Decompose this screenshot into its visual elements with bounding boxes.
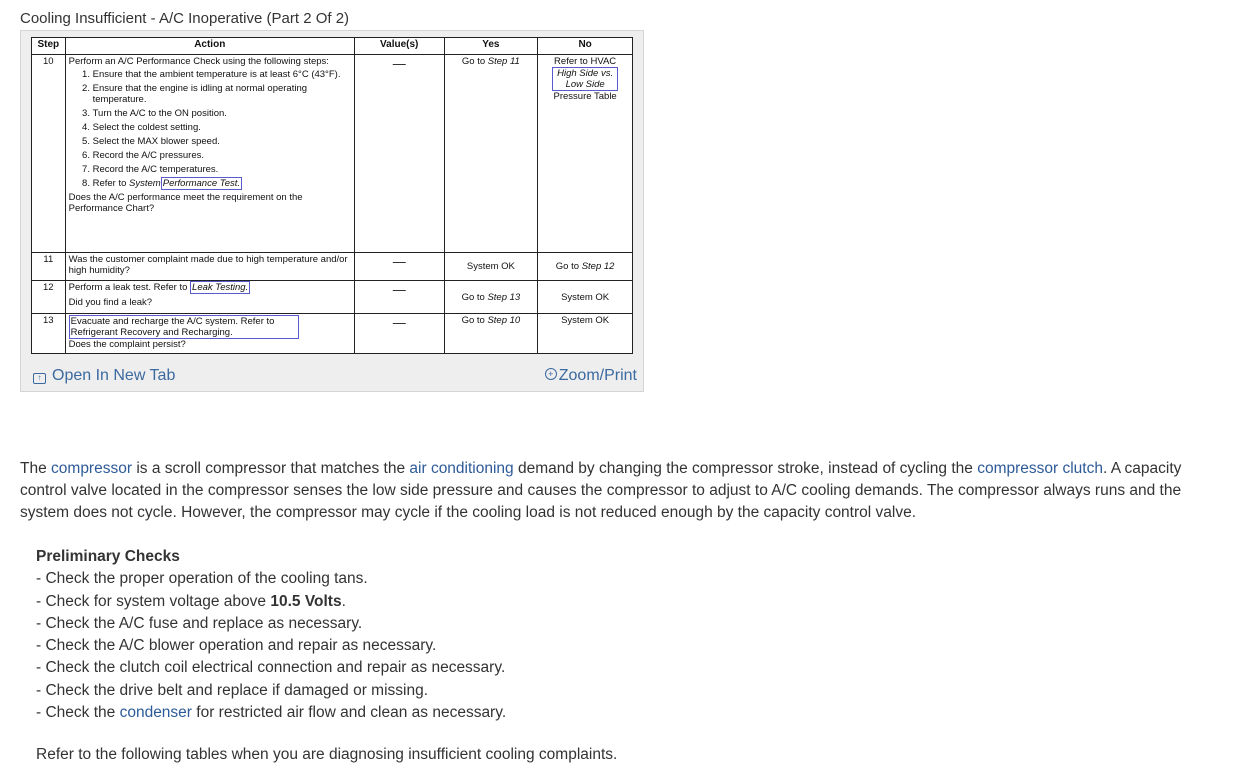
go-to-step-link[interactable]: Step 10 bbox=[487, 315, 521, 326]
item8-link-system[interactable]: System bbox=[129, 178, 161, 189]
air-conditioning-link[interactable]: air conditioning bbox=[409, 460, 514, 477]
refer-text: Refer to the following tables when you are diagnosing insufficient cooling complaints. bbox=[36, 746, 618, 763]
figure-links bbox=[33, 367, 637, 387]
action-question: Does the complaint persist? bbox=[68, 339, 186, 350]
para-text: . A capacity control valve located in the compressor senses the low side pressure and causes the compressor to adjust to A/C cooling demands. The compressor always runs and the system does not cycle. However, the compressor may cycle if the cooling load is not reduced enough by the capacity control valve. bbox=[20, 460, 1182, 521]
yes-cell bbox=[444, 281, 538, 314]
action-prefix: Perform a leak test. Refer to bbox=[68, 282, 188, 293]
list-item: 5. Select the MAX blower speed. bbox=[93, 136, 351, 147]
step-cell: 11 bbox=[32, 253, 66, 281]
value-cell: — bbox=[354, 281, 444, 314]
list-item: - Check the drive belt and replace if damaged or missing. bbox=[36, 681, 429, 699]
voltage-value: 10.5 Volts bbox=[270, 592, 342, 610]
performance-test-link[interactable]: Performance Test. bbox=[162, 178, 241, 189]
list-item: 7. Record the A/C temperatures. bbox=[93, 164, 351, 175]
yes-cell bbox=[444, 314, 538, 354]
leak-testing-link[interactable]: Leak Testing. bbox=[192, 282, 249, 293]
go-to-step-link[interactable]: Step 11 bbox=[487, 56, 520, 67]
yes-prefix: Go to bbox=[461, 315, 485, 326]
para-text: is a scroll compressor that matches the bbox=[136, 460, 406, 477]
diagnostic-table bbox=[31, 37, 633, 354]
zoom-print-link[interactable] bbox=[545, 367, 637, 385]
no-cell bbox=[538, 253, 633, 281]
value-cell: — bbox=[354, 314, 444, 354]
action-text: Was the customer complaint made due to high temperature and/or high humidity? bbox=[68, 254, 348, 276]
value-cell: — bbox=[354, 253, 444, 281]
go-to-step-link[interactable]: Step 12 bbox=[581, 261, 615, 272]
item8-prefix: Refer to bbox=[92, 178, 127, 189]
condenser-suffix: for restricted air flow and clean as necessary. bbox=[196, 704, 507, 722]
no-cell: System OK bbox=[538, 281, 633, 314]
header-action: Action bbox=[65, 38, 354, 55]
table-row bbox=[32, 314, 633, 354]
step-cell: 13 bbox=[32, 314, 66, 354]
header-values: Value(s) bbox=[354, 38, 444, 55]
go-to-step-link[interactable]: Step 13 bbox=[487, 291, 521, 303]
action-cell bbox=[65, 253, 354, 281]
no-line-3: Pressure Table bbox=[553, 91, 617, 102]
figure-container bbox=[20, 30, 644, 392]
action-cell bbox=[65, 314, 354, 354]
yes-cell bbox=[444, 55, 538, 253]
action-intro: Perform an A/C Performance Check using the following steps: bbox=[68, 56, 329, 67]
list-item: - Check the proper operation of the cooling tans. bbox=[36, 570, 368, 588]
yes-cell: System OK bbox=[444, 253, 538, 281]
yes-prefix: Go to bbox=[461, 291, 485, 303]
zoom-label: Zoom/Print bbox=[558, 367, 637, 384]
preliminary-checks bbox=[36, 546, 506, 724]
header-yes: Yes bbox=[444, 38, 538, 55]
list-item: 4. Select the coldest setting. bbox=[93, 122, 351, 133]
table-header-row bbox=[32, 38, 633, 55]
list-item: 3. Turn the A/C to the ON position. bbox=[93, 108, 351, 119]
no-line-1: Refer to HVAC bbox=[554, 56, 617, 67]
compressor-link[interactable]: compressor bbox=[51, 460, 132, 477]
voltage-suffix: . bbox=[341, 592, 346, 610]
action-step-list bbox=[69, 69, 351, 189]
list-item: - Check the A/C fuse and replace as necessary. bbox=[36, 614, 363, 632]
para-text: The bbox=[20, 460, 47, 477]
open-tab-label: Open In New Tab bbox=[52, 367, 176, 384]
list-item: 6. Record the A/C pressures. bbox=[93, 150, 351, 161]
table-row bbox=[32, 55, 633, 253]
no-cell bbox=[538, 55, 633, 253]
refrigerant-recovery-link[interactable]: Evacuate and recharge the A/C system. Refer to Refrigerant Recovery and Recharging. bbox=[69, 315, 299, 339]
yes-prefix: Go to bbox=[461, 56, 486, 67]
condenser-link[interactable]: condenser bbox=[119, 704, 192, 722]
figure-title: Cooling Insufficient - A/C Inoperative (Part 2 Of 2) bbox=[20, 10, 350, 27]
list-item bbox=[36, 591, 506, 613]
table-row bbox=[32, 253, 633, 281]
list-item: - Check the clutch coil electrical connection and repair as necessary. bbox=[36, 659, 506, 677]
checks-heading: Preliminary Checks bbox=[36, 548, 180, 565]
action-question: Did you find a leak? bbox=[68, 297, 153, 308]
compressor-clutch-link[interactable]: compressor clutch bbox=[977, 460, 1103, 477]
step-cell: 12 bbox=[32, 281, 66, 314]
new-tab-icon: ↑ bbox=[33, 373, 46, 384]
value-cell: — bbox=[354, 55, 444, 253]
list-item: 1. Ensure that the ambient temperature is at least 6°C (43°F). bbox=[93, 69, 351, 80]
table-row bbox=[32, 281, 633, 314]
condenser-prefix: - Check the bbox=[36, 704, 116, 722]
description-paragraph bbox=[20, 458, 1225, 524]
voltage-prefix: - Check for system voltage above bbox=[36, 592, 267, 610]
para-text: demand by changing the compressor stroke, instead of cycling the bbox=[517, 460, 973, 477]
open-in-new-tab-link[interactable] bbox=[33, 367, 175, 385]
step-cell: 10 bbox=[32, 55, 66, 253]
action-question: Does the A/C performance meet the requirement on the Performance Chart? bbox=[68, 192, 303, 214]
list-item: 2. Ensure that the engine is idling at normal operating temperature. bbox=[93, 83, 351, 105]
zoom-icon: + bbox=[545, 368, 557, 380]
list-item bbox=[36, 702, 506, 724]
no-prefix: Go to bbox=[555, 261, 580, 272]
header-no: No bbox=[538, 38, 633, 55]
list-item: - Check the A/C blower operation and repair as necessary. bbox=[36, 637, 437, 655]
action-cell bbox=[65, 281, 354, 314]
pressure-table-link[interactable]: High Side vs. Low Side bbox=[552, 67, 618, 91]
action-cell bbox=[65, 55, 354, 253]
list-item bbox=[93, 178, 351, 189]
header-step: Step bbox=[32, 38, 66, 55]
action-text bbox=[69, 282, 351, 293]
no-cell: System OK bbox=[538, 314, 633, 354]
